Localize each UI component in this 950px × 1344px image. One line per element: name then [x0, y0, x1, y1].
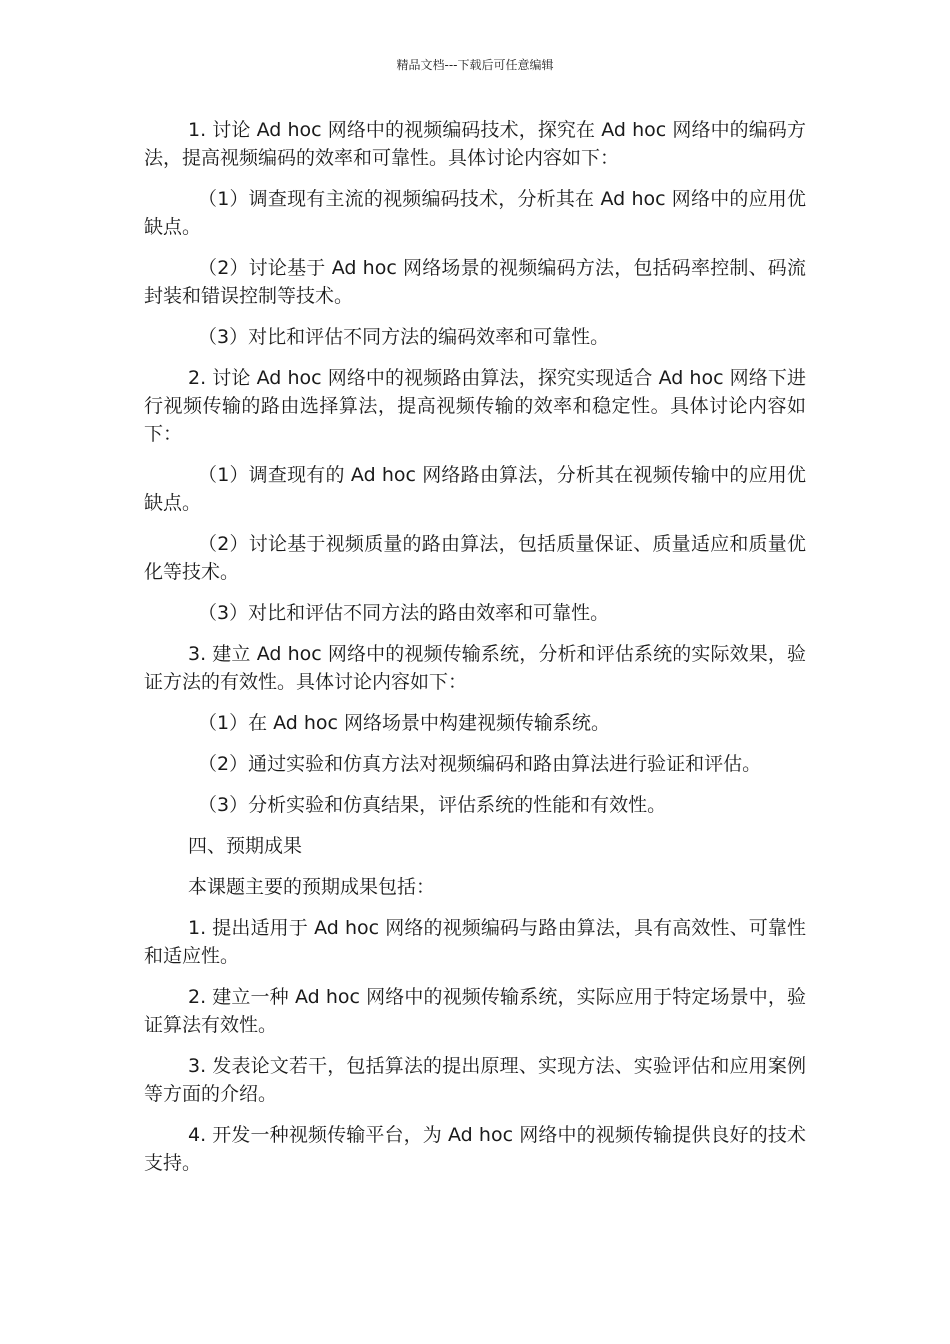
- paragraph-subitem: （3）分析实验和仿真结果，评估系统的性能和有效性。: [198, 794, 667, 816]
- paragraph-subitem: （1）调查现有的 Ad hoc 网络路由算法，分析其在视频传输中的应用优缺点。: [144, 464, 806, 514]
- paragraph-subitem: （3）对比和评估不同方法的编码效率和可靠性。: [198, 326, 610, 348]
- section-heading: 四、预期成果: [188, 835, 303, 857]
- paragraph-subitem: （2）讨论基于 Ad hoc 网络场景的视频编码方法，包括码率控制、码流封装和错误控制等技术。: [144, 257, 806, 307]
- paragraph-intro: 本课题主要的预期成果包括：: [188, 876, 436, 898]
- page-header: 精品文档---下载后可任意编辑: [396, 58, 554, 72]
- document-body: [144, 116, 806, 1190]
- paragraph-subitem: （1）在 Ad hoc 网络场景中构建视频传输系统。: [198, 712, 611, 734]
- paragraph-subitem: （2）通过实验和仿真方法对视频编码和路由算法进行验证和评估。: [198, 753, 762, 775]
- paragraph-item: 1. 讨论 Ad hoc 网络中的视频编码技术，探究在 Ad hoc 网络中的编码方法，提高视频编码的效率和可靠性。具体讨论内容如下：: [144, 119, 806, 169]
- paragraph-subitem: （3）对比和评估不同方法的路由效率和可靠性。: [198, 602, 610, 624]
- paragraph-item: 3. 发表论文若干，包括算法的提出原理、实现方法、实验评估和应用案例等方面的介绍。: [144, 1055, 806, 1105]
- paragraph-item: 1. 提出适用于 Ad hoc 网络的视频编码与路由算法，具有高效性、可靠性和适应性。: [144, 917, 806, 967]
- paragraph-item: 3. 建立 Ad hoc 网络中的视频传输系统，分析和评估系统的实际效果，验证方法的有效性。具体讨论内容如下：: [144, 643, 806, 693]
- paragraph-subitem: （1）调查现有主流的视频编码技术，分析其在 Ad hoc 网络中的应用优缺点。: [144, 188, 806, 238]
- paragraph-item: 4. 开发一种视频传输平台，为 Ad hoc 网络中的视频传输提供良好的技术支持。: [144, 1124, 806, 1174]
- paragraph-subitem: （2）讨论基于视频质量的路由算法，包括质量保证、质量适应和质量优化等技术。: [144, 533, 806, 583]
- paragraph-item: 2. 讨论 Ad hoc 网络中的视频路由算法，探究实现适合 Ad hoc 网络下进行视频传输的路由选择算法，提高视频传输的效率和稳定性。具体讨论内容如下：: [144, 367, 806, 445]
- paragraph-item: 2. 建立一种 Ad hoc 网络中的视频传输系统，实际应用于特定场景中，验证算法有效性。: [144, 986, 806, 1036]
